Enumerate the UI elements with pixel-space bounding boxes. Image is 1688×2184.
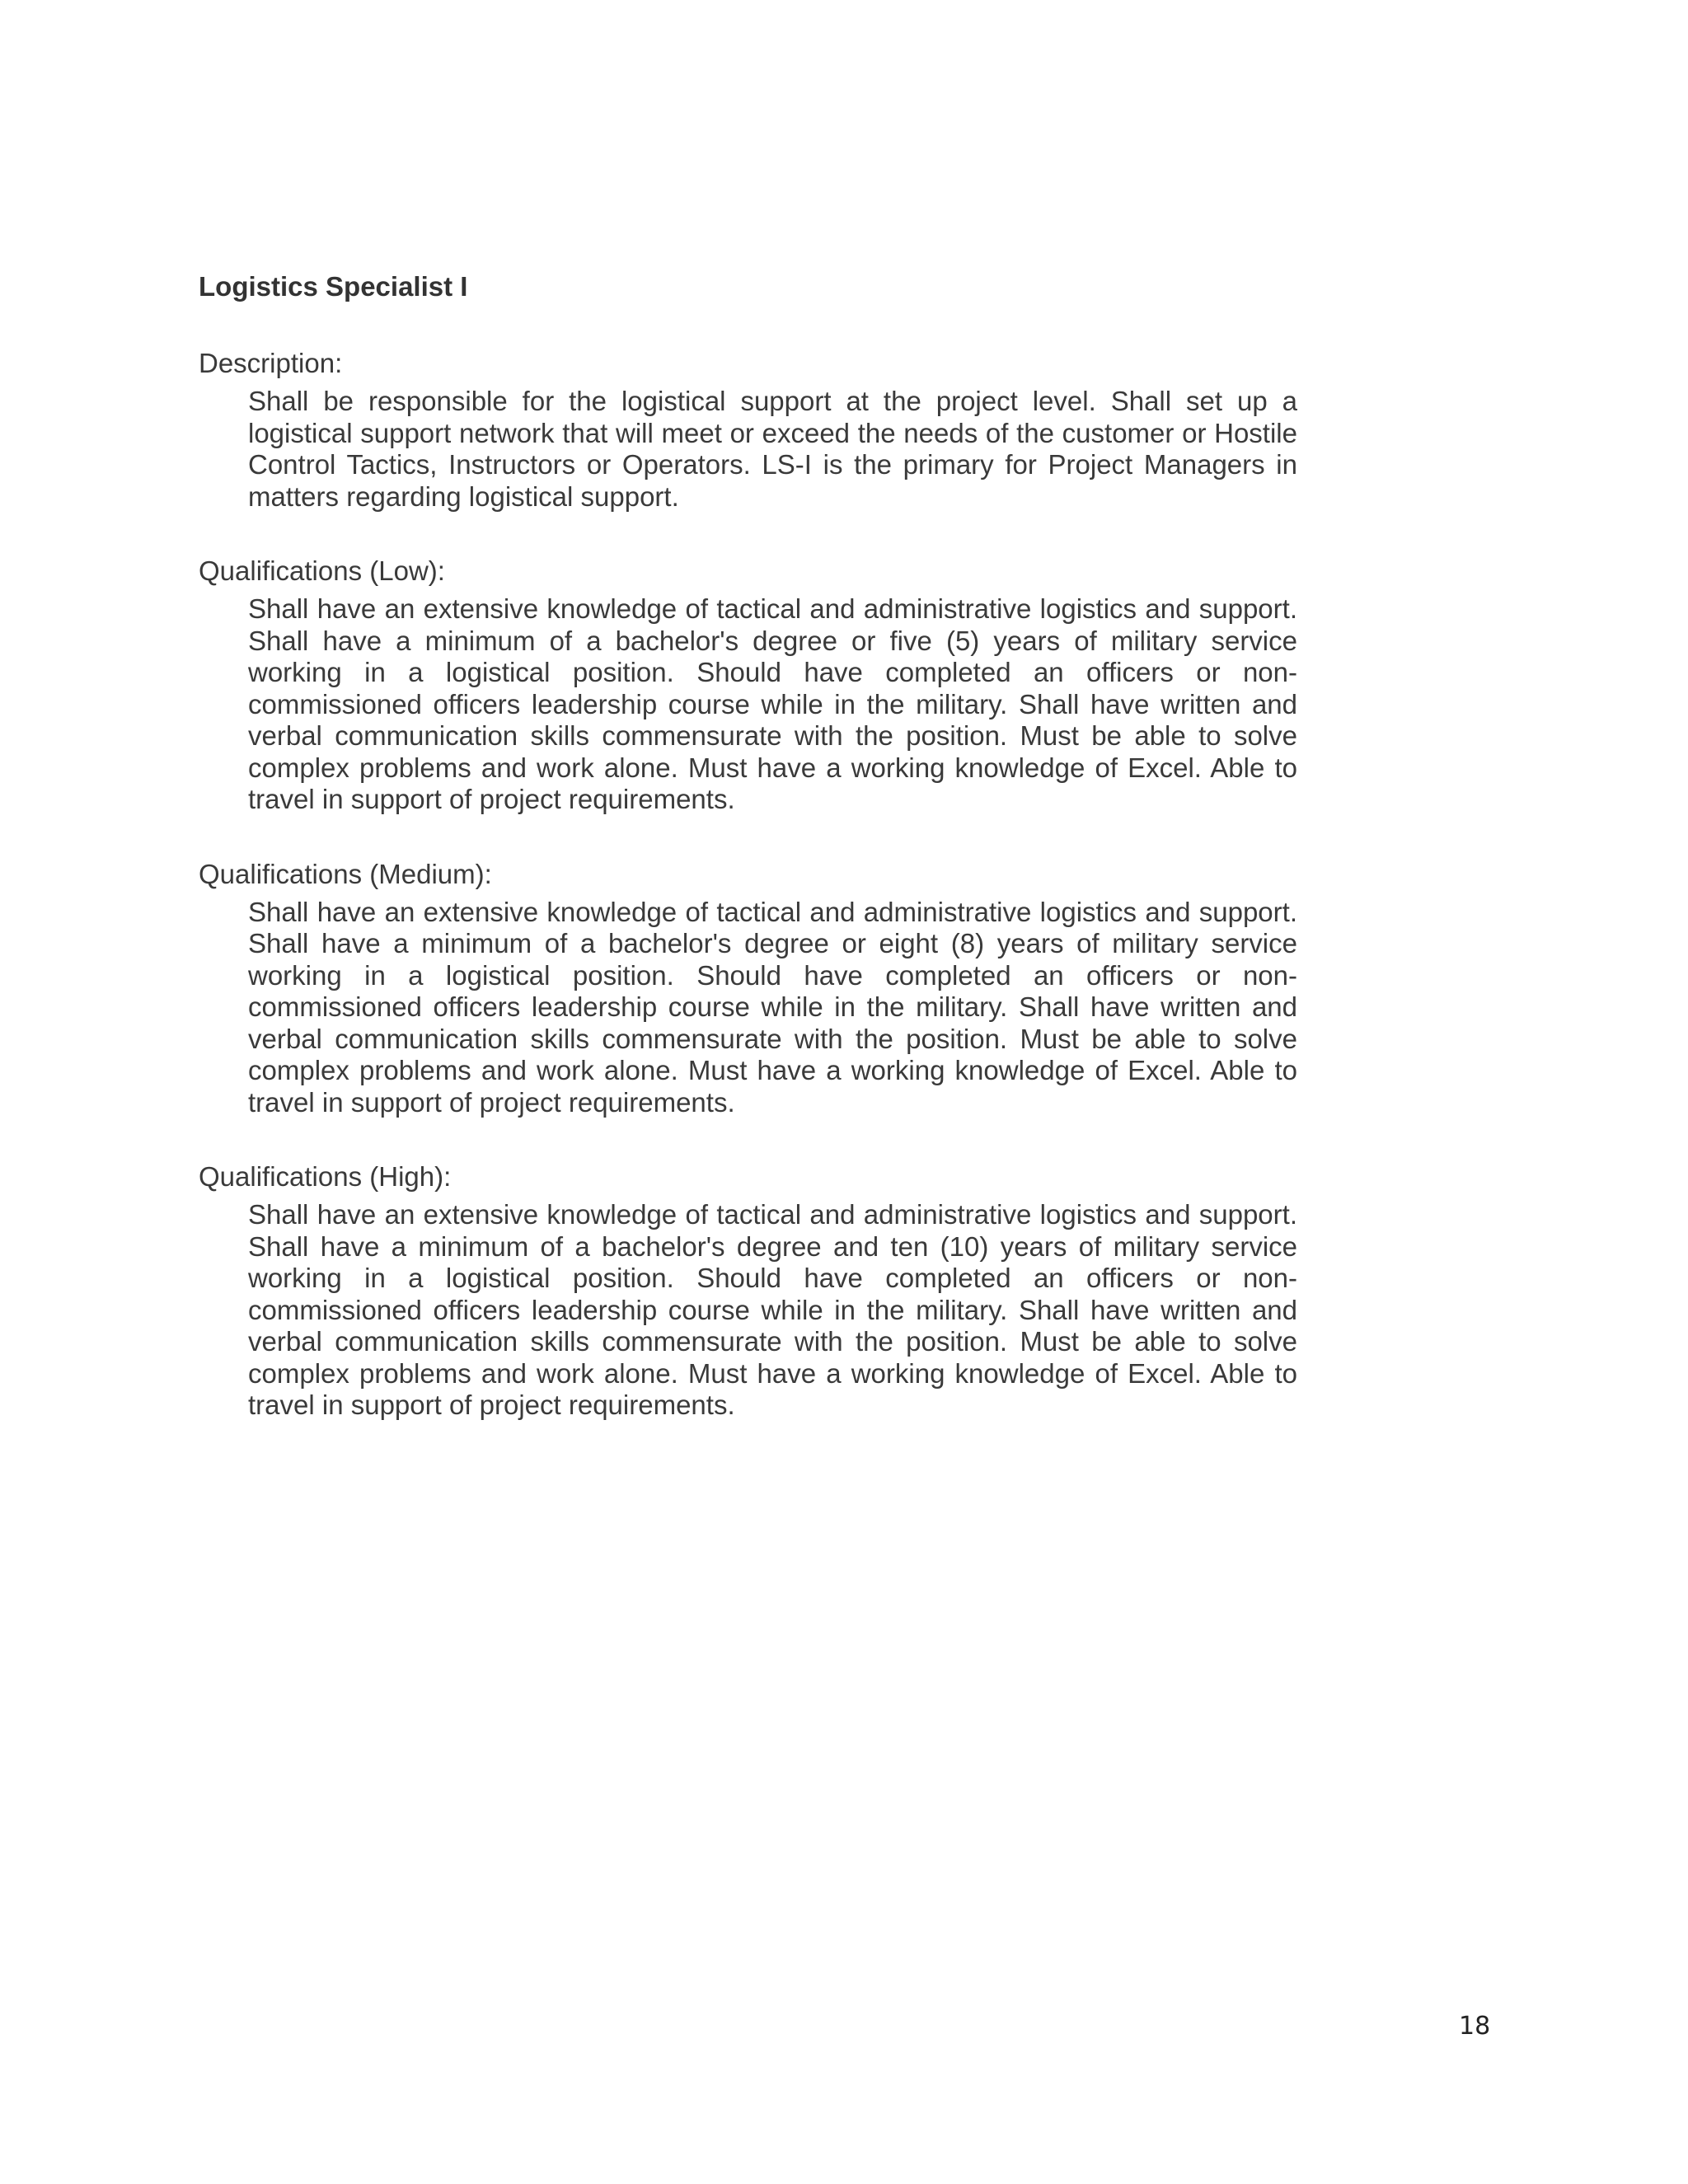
page-content	[199, 270, 1297, 1422]
section-body: Shall have an extensive knowledge of tactical and administrative logistics and support. Shall have a minimum of a bachelor's degree and ten (10) years of military service working in a logistical position. Should have completed an officers or non-commissioned officers leadership course while in the military. Shall have written and verbal communication skills commensurate with the position. Must be able to solve complex problems and work alone. Must have a working knowledge of Excel. Able to travel in support of project requirements.	[248, 1199, 1297, 1420]
qualifications-high-section	[199, 1160, 1297, 1422]
spacer	[199, 303, 1297, 347]
section-body: Shall have an extensive knowledge of tactical and administrative logistics and support. Shall have a minimum of a bachelor's degree or five (5) years of military service working in a logistical position. Should have completed an officers or non-commissioned officers leadership course while in the military. Shall have written and verbal communication skills commensurate with the position. Must be able to solve complex problems and work alone. Must have a working knowledge of Excel. Able to travel in support of project requirements.	[248, 593, 1297, 814]
spacer	[199, 1118, 1297, 1160]
description-section	[199, 347, 1297, 513]
spacer	[199, 513, 1297, 555]
qualifications-low-section	[199, 555, 1297, 816]
section-body: Shall have an extensive knowledge of tactical and administrative logistics and support. Shall have a minimum of a bachelor's degree or eight (8) years of military service working in a logistical position. Should have completed an officers or non-commissioned officers leadership course while in the military. Shall have written and verbal communication skills commensurate with the position. Must be able to solve complex problems and work alone. Must have a working knowledge of Excel. Able to travel in support of project requirements.	[248, 896, 1297, 1118]
section-heading: Qualifications (High):	[199, 1161, 452, 1192]
qualifications-medium-section	[199, 858, 1297, 1119]
section-heading: Description:	[199, 348, 343, 378]
section-heading: Qualifications (Medium):	[199, 858, 492, 889]
page-number: 18	[1459, 2012, 1491, 2041]
section-body: Shall be responsible for the logistical support at the project level. Shall set up a logistical support network that will meet or exceed the needs of the customer or Hostile Control Tactics, Instructors or Operators. LS-I is the primary for Project Managers in matters regarding logistical support.	[248, 386, 1297, 512]
section-heading: Qualifications (Low):	[199, 555, 445, 586]
spacer	[199, 816, 1297, 858]
document-title: Logistics Specialist I	[199, 271, 468, 302]
